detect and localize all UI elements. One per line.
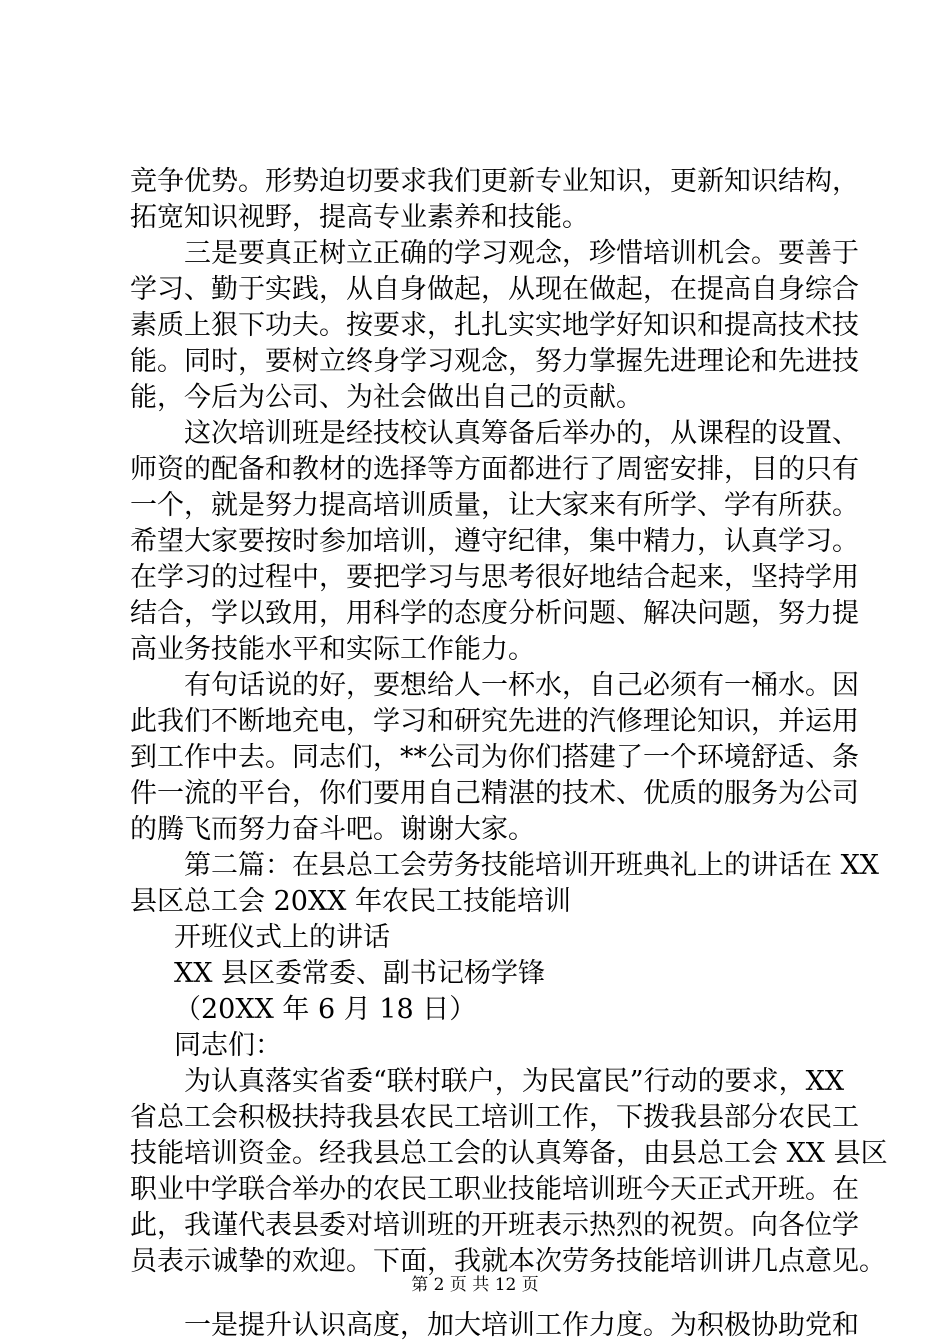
text-line: 此我们不断地充电，学习和研究先进的汽修理论知识，并运用 (130, 706, 859, 737)
text-line: 件一流的平台，你们要用自己精湛的技术、优质的服务为公司 (130, 778, 859, 809)
text-line: 开班仪式上的讲话 (174, 922, 390, 953)
text-line: 竞争优势。形势迫切要求我们更新专业知识，更新知识结构， (130, 166, 859, 197)
text-line: 能。同时，要树立终身学习观念，努力掌握先进理论和先进技 (130, 346, 859, 377)
text-line: 员表示诚挚的欢迎。下面，我就本次劳务技能培训讲几点意见。 (130, 1246, 886, 1277)
text-line: 县区总工会 20XX 年农民工技能培训 (130, 886, 571, 917)
text-line: 的腾飞而努力奋斗吧。谢谢大家。 (130, 814, 535, 845)
text-line: 职业中学联合举办的农民工职业技能培训班今天正式开班。在 (130, 1174, 859, 1205)
text-line: 一个，就是努力提高培训质量，让大家来有所学、学有所获。 (130, 490, 859, 521)
text-line: 省总工会积极扶持我县农民工培训工作，下拨我县部分农民工 (130, 1102, 859, 1133)
text-line: 师资的配备和教材的选择等方面都进行了周密安排，目的只有 (130, 454, 859, 485)
text-line: 有句话说的好，要想给人一杯水，自己必须有一桶水。因 (184, 670, 859, 701)
text-line: （20XX 年 6 月 18 日） (174, 994, 477, 1025)
text-line: 同志们： (174, 1030, 282, 1061)
text-line: 结合，学以致用，用科学的态度分析问题、解决问题，努力提 (130, 598, 859, 629)
text-line: XX 县区委常委、副书记杨学锋 (174, 958, 546, 989)
text-line: 一是提升认识高度，加大培训工作力度。为积极协助党和 (184, 1310, 859, 1341)
text-line: 高业务技能水平和实际工作能力。 (130, 634, 535, 665)
text-line: 素质上狠下功夫。按要求，扎扎实实地学好知识和提高技术技 (130, 310, 859, 341)
text-line: 到工作中去。同志们，**公司为你们搭建了一个环境舒适、条 (130, 742, 859, 773)
text-line: 希望大家要按时参加培训，遵守纪律，集中精力，认真学习。 (130, 526, 859, 557)
text-line: 学习、勤于实践，从自身做起，从现在做起，在提高自身综合 (130, 274, 859, 305)
text-line: 拓宽知识视野，提高专业素养和技能。 (130, 202, 589, 233)
text-line: 三是要真正树立正确的学习观念，珍惜培训机会。要善于 (184, 238, 859, 269)
page-footer: 第 2 页 共 12 页 (411, 1275, 539, 1295)
text-line: 能，今后为公司、为社会做出自己的贡献。 (130, 382, 643, 413)
text-line: 第二篇：在县总工会劳务技能培训开班典礼上的讲话在 XX (184, 850, 880, 881)
text-line: 这次培训班是经技校认真筹备后举办的，从课程的设置、 (184, 418, 859, 449)
text-line: 此，我谨代表县委对培训班的开班表示热烈的祝贺。向各位学 (130, 1210, 859, 1241)
text-line: 为认真落实省委“联村联户，为民富民”行动的要求，XX (184, 1066, 845, 1097)
text-line: 在学习的过程中，要把学习与思考很好地结合起来，坚持学用 (130, 562, 859, 593)
document-body (130, 164, 888, 1344)
text-line: 技能培训资金。经我县总工会的认真筹备，由县总工会 XX 县区 (130, 1138, 888, 1169)
